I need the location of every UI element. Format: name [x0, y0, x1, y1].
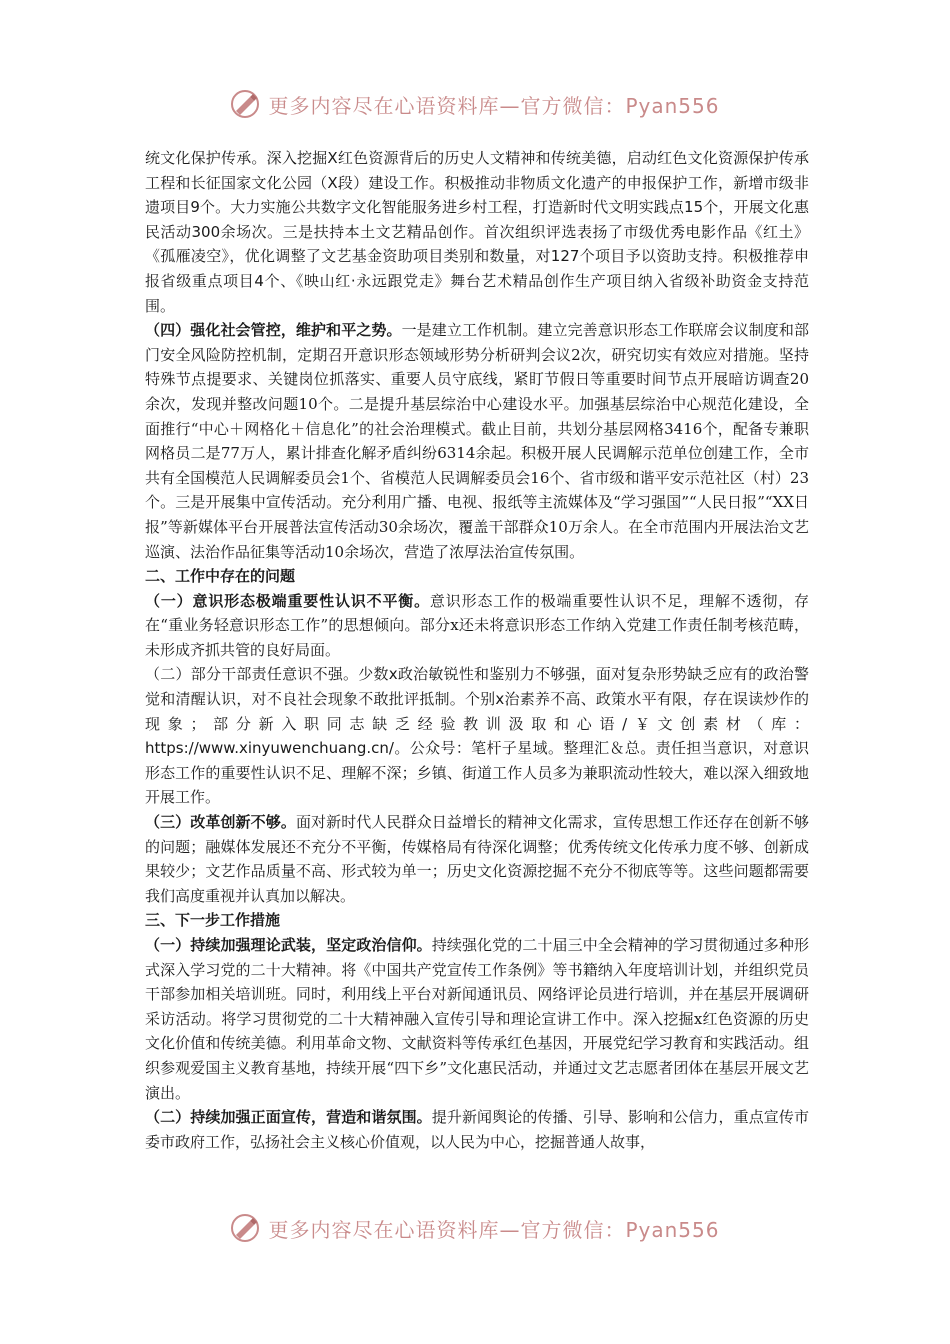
paragraph-body: 持续强化党的二十届三中全会精神的学习贯彻通过多种形式深入学习党的二十大精神。将《中国共产党宣传工作条例》等书籍纳入年度培训计划，并组织党员干部参加相关培训班。同时，利用线上平台对新闻通讯员、网络评论员进行培训，并在基层开展调研采访活动。将学习贯彻党的二十大精神融入宣传引导和理论宣讲工作中。深入挖掘x红色资源的历史文化价值和传统美德。利用革命文物、文献资料等传承红色基因，开展党纪学习教育和实践活动。组织参观爱国主义教育基地，持续开展“四下乡”文化惠民活动，并通过文艺志愿者团体在基层开展文艺演出。 — [145, 936, 809, 1102]
paragraph: （二）部分干部责任意识不强。少数x政治敏锐性和鉴别力不够强，面对复杂形势缺乏应有的政治警觉和清醒认识，对不良社会现象不敢批评抵制。个别x治素养不高、政策水平有限，存在误读炒作的现象；部分新入职同志缺乏经验教训汲取和心语/￥文创素材（库：https://www.xinyuwenchuang.cn/。公众号：笔杆子星域。整理汇＆总。责任担当意识，对意识形态工作的重要性认识不足、理解不深；乡镇、街道工作人员多为兼职流动性较大，难以深入细致地开展工作。 — [145, 665, 809, 807]
paragraph — [145, 318, 809, 564]
header-banner — [0, 82, 950, 126]
paragraph: 统文化保护传承。深入挖掘X红色资源背后的历史人文精神和传统美德，启动红色文化资源保护传承工程和长征国家文化公园（X段）建设工作。积极推动非物质文化遗产的申报保护工作，新增市级非遗项目9个。大力实施公共数字文化智能服务进乡村工程，打造新时代文明实践点15个，开展文化惠民活动300余场次。三是扶持本土文艺精品创作。首次组织评选表扬了市级优秀电影作品《红土》《孤雁凌空》，优化调整了文艺基金资助项目类别和数量，对127个项目予以资助支持。积极推荐申报省级重点项目4个、《映山红·永远跟党走》舞台艺术精品创作生产项目纳入省级补助资金支持范围。 — [145, 149, 809, 315]
banner-text: 更多内容尽在心语资料库—官方微信：Pyan556 — [268, 93, 720, 118]
paragraph-body: 意识形态工作的极端重要性认识不足，理解不透彻，存在“重业务轻意识形态工作”的思想倾向。部分x还未将意识形态工作纳入党建工作责任制考核范畴，未形成齐抓共管的良好局面。 — [145, 591, 809, 659]
paragraph-body: 提升新闻舆论的传播、引导、影响和公信力，重点宣传市委市政府工作，弘扬社会主义核心价值观，以人民为中心，挖掘普通人故事， — [145, 1108, 809, 1151]
logo-icon — [230, 1213, 260, 1243]
paragraph-body: 面对新时代人民群众日益增长的精神文化需求，宣传思想工作还存在创新不够的问题；融媒体发展还不充分不平衡，传媒格局有待深化调整；优秀传统文化传承力度不够、创新成果较少；文艺作品质量不高、形式较为单一；历史文化资源挖掘不充分不彻底等等。这些问题都需要我们高度重视并认真加以解决。 — [145, 813, 809, 905]
section-title: （二）持续加强正面宣传，营造和谐氛围。 — [145, 1108, 432, 1127]
section-heading: 二、工作中存在的问题 — [145, 567, 296, 586]
logo-icon — [230, 89, 260, 119]
document-body — [145, 146, 809, 1154]
banner-text: 更多内容尽在心语资料库—官方微信：Pyan556 — [268, 1217, 720, 1242]
paragraph — [145, 1105, 809, 1154]
section-title: （四）强化社会管控，维护和平之势。 — [145, 321, 402, 340]
section-title: （三）改革创新不够。 — [145, 813, 296, 832]
footer-banner — [0, 1206, 950, 1250]
paragraph — [145, 589, 809, 663]
section-title: （一）意识形态极端重要性认识不平衡。 — [145, 591, 430, 610]
section-title: （一）持续加强理论武装，坚定政治信仰。 — [145, 936, 432, 954]
paragraph — [145, 810, 809, 908]
section-heading: 三、下一步工作措施 — [145, 911, 281, 930]
paragraph-body: 一是建立工作机制。建立完善意识形态工作联席会议制度和部门安全风险防控机制，定期召开意识形态领域形势分析研判会议2次，研究切实有效应对措施。坚持特殊节点提要求、关键岗位抓落实、重要人员守底线，紧盯节假日等重要时间节点开展暗访调查20余次，发现并整改问题10个。二是提升基层综治中心建设水平。加强基层综治中心规范化建设，全面推行“中心＋网格化＋信息化”的社会治理模式。截止目前，共划分基层网格3416个，配备专兼职网格员二是77万人，累计排查化解矛盾纠纷6314余起。积极开展人民调解示范单位创建工作，全市共有全国模范人民调解委员会1个、省模范人民调解委员会16个、省市级和谐平安示范社区（村）23个。三是开展集中宣传活动。充分利用广播、电视、报纸等主流媒体及“学习强国”“人民日报”“XX日报”等新媒体平台开展普法宣传活动30余场次，覆盖干部群众10万余人。在全市范围内开展法治文艺巡演、法治作品征集等活动10余场次，营造了浓厚法治宣传氛围。 — [145, 321, 809, 561]
paragraph — [145, 933, 809, 1105]
